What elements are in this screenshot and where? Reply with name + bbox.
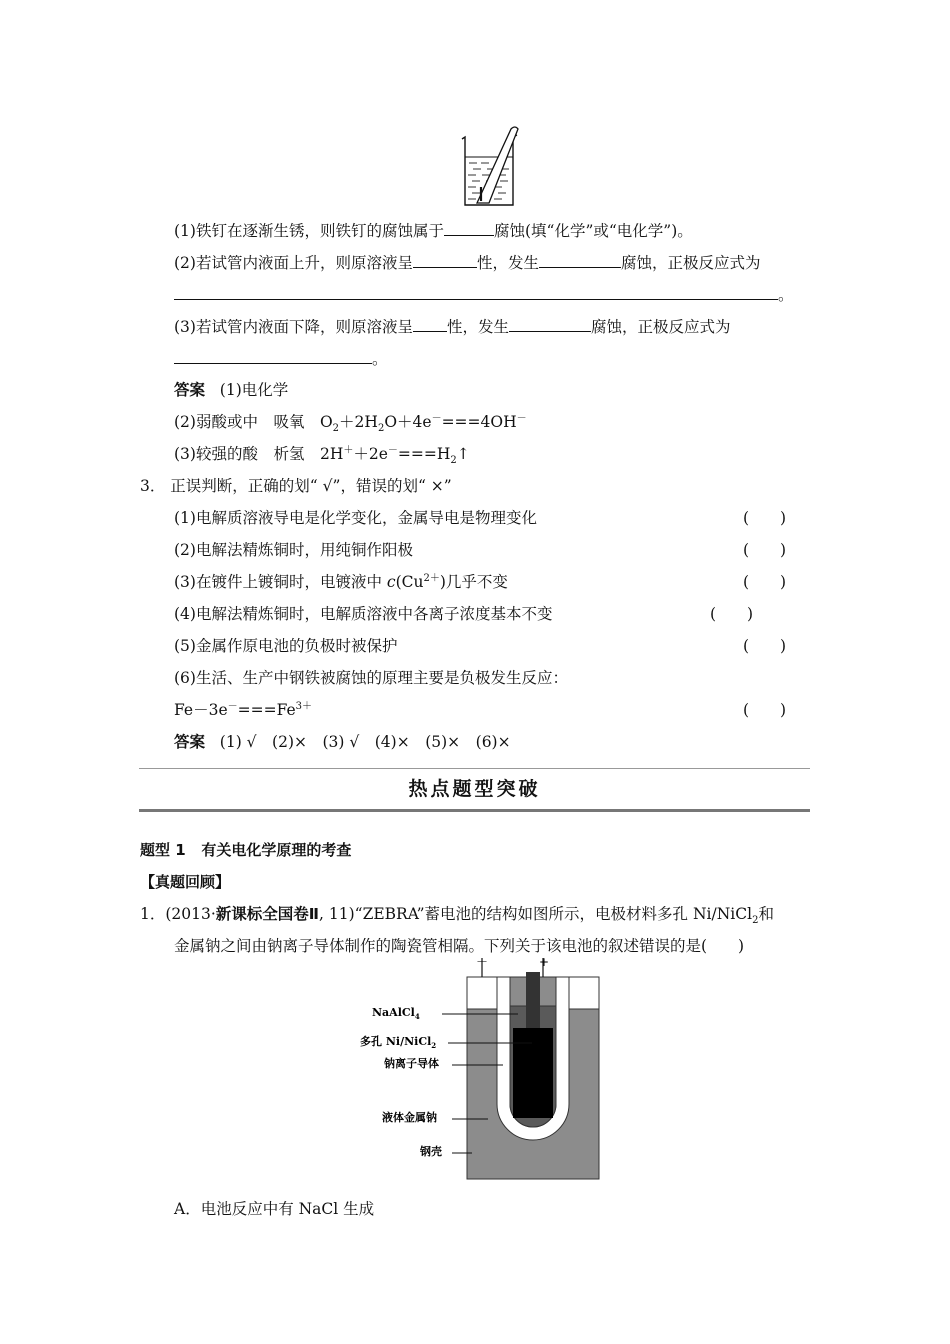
q3-item-3: (3)在镀件上镀铜时，电镀液中 $c(Cu^{2+})$几乎不变: [174, 572, 508, 591]
q3-heading: 3． 正误判断，正确的划“ √”，错误的划“ ×”: [140, 477, 452, 495]
label-liquid-sodium: 液体金属钠: [382, 1111, 437, 1124]
topic-heading: 题型 1 有关电化学原理的考查: [140, 841, 352, 859]
zebra-battery-diagram: [360, 954, 610, 1182]
label-sodium-ion-conductor: 钠离子导体: [384, 1057, 439, 1070]
answer-blank[interactable]: [174, 347, 372, 364]
answer-blank[interactable]: [509, 315, 591, 332]
label-steel-shell: 钢壳: [420, 1145, 442, 1158]
q3-item-5: (5)金属作原电池的负极时被保护: [174, 637, 398, 655]
q3-item-1: (1)电解质溶液导电是化学变化，金属导电是物理变化: [174, 509, 537, 527]
label-porous-ni-nicl2: 多孔 Ni/NiCl$_2$: [360, 1035, 437, 1050]
q3-answer-paren[interactable]: ( ): [710, 605, 754, 623]
q2-part3-answer-line: 。: [174, 347, 388, 370]
review-heading: 【真题回顾】: [140, 873, 231, 891]
q1-option-a: A．电池反应中有 NaCl 生成: [174, 1200, 375, 1218]
q3-item-6-equation: $Fe-3e^-===Fe^{3+}$: [174, 700, 313, 719]
q2-answer-1: 答案 (1)电化学: [174, 381, 289, 399]
q1-line-2: 金属钠之间由钠离子导体制作的陶瓷管相隔。下列关于该电池的叙述错误的是( ): [174, 937, 745, 955]
q3-item-6: (6)生活、生产中钢铁被腐蚀的原理主要是负极发生反应：: [174, 669, 568, 687]
current-collector: [526, 972, 540, 1028]
q3-answer-paren[interactable]: ( ): [743, 509, 787, 527]
plus-sign: +: [539, 955, 550, 969]
label-naalcl4: NaAlCl$_4$: [372, 1006, 420, 1021]
section-title: 热点题型突破: [139, 768, 810, 812]
q2-part1: (1)铁钉在逐渐生锈，则铁钉的腐蚀属于 腐蚀(填“化学”或“电化学”)。: [174, 219, 693, 242]
q1-line-1: 1．(2013·新课标全国卷Ⅱ, 11)“ZEBRA”蓄电池的结构如图所示，电极材料多孔 Ni/NiCl$_2$和: [140, 905, 774, 927]
q2-part2: (2)若试管内液面上升，则原溶液呈 性，发生 腐蚀，正极反应式为: [174, 251, 761, 274]
answer-label: 答案: [174, 733, 206, 751]
q3-answer-paren[interactable]: ( ): [743, 541, 787, 559]
answer-blank[interactable]: [413, 251, 477, 268]
q2-answer-2: (2)弱酸或中 吸氧 $O_2+2H_2O+4e^-===4OH^-$: [174, 412, 527, 435]
q3-item-2: (2)电解法精炼铜时，用纯铜作阳极: [174, 541, 413, 559]
q3-answer-paren[interactable]: ( ): [743, 637, 787, 655]
answer-blank[interactable]: [444, 219, 494, 236]
answer-label: 答案: [174, 381, 206, 399]
top-cap-left: [467, 977, 497, 1009]
q2-answer-3: (3)较强的酸 析氢 $2H^++2e^-===H_2↑$: [174, 444, 470, 467]
q3-answer-paren[interactable]: ( ): [743, 701, 787, 719]
q2-part3: (3)若试管内液面下降，则原溶液呈 性，发生 腐蚀，正极反应式为: [174, 315, 731, 338]
answer-blank[interactable]: [413, 315, 447, 332]
ni-nicl2-block: [513, 1028, 553, 1118]
answer-blank[interactable]: [539, 251, 621, 268]
q3-item-4: (4)电解法精炼铜时，电解质溶液中各离子浓度基本不变: [174, 605, 553, 623]
q2-part2-answer-line: 。: [174, 283, 794, 306]
answer-blank[interactable]: [174, 283, 778, 300]
q3-answer-paren[interactable]: ( ): [743, 573, 787, 591]
minus-sign: －: [476, 955, 489, 969]
beaker-illustration: [455, 125, 525, 211]
top-cap-right: [569, 977, 599, 1009]
q3-answer: 答案 (1) √ (2)× (3) √ (4)× (5)× (6)×: [174, 733, 511, 751]
